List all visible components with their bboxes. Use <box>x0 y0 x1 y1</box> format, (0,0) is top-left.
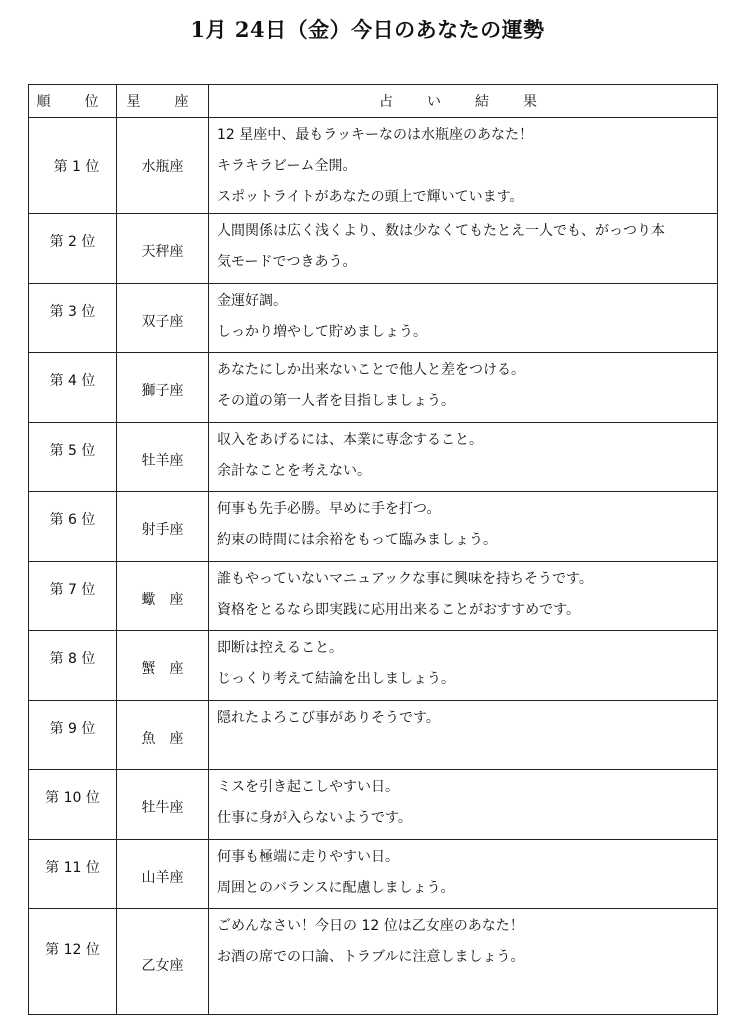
sign-cell: 水瓶座 <box>117 118 209 214</box>
result-line: 資格をとるなら即実践に応用出来ることがおすすめです。 <box>217 601 581 618</box>
result-line: 金運好調。 <box>217 292 287 309</box>
table-row <box>29 353 718 423</box>
table-row <box>29 700 718 770</box>
rank-cell: 第 6 位 <box>29 492 117 562</box>
result-cell <box>209 214 718 284</box>
result-cell <box>209 909 718 1015</box>
result-line: 即断は控えること。 <box>217 640 343 656</box>
result-line: 隠れたよろこび事がありそうです。 <box>217 709 440 726</box>
result-line: 気モードでつきあう。 <box>217 254 357 270</box>
table-row <box>29 839 718 909</box>
result-cell <box>209 283 718 353</box>
sign-cell: 乙女座 <box>117 909 209 1015</box>
table-header-row <box>29 85 718 118</box>
sign-cell: 射手座 <box>117 492 209 562</box>
sign-cell: 双子座 <box>117 283 209 353</box>
result-cell <box>209 492 718 562</box>
result-line: 何事も先手必勝。早めに手を打つ。 <box>217 501 441 517</box>
result-line: 約束の時間には余裕をもって臨みましょう。 <box>217 532 497 548</box>
column-header-sign: 星 座 <box>117 85 209 118</box>
column-header-result: 占 い 結 果 <box>209 85 718 118</box>
table-row <box>29 422 718 492</box>
result-cell <box>209 631 718 701</box>
result-cell <box>209 118 718 214</box>
rank-cell: 第 8 位 <box>29 631 117 701</box>
table-row <box>29 770 718 840</box>
column-header-rank: 順 位 <box>29 85 117 118</box>
sign-cell: 天秤座 <box>117 214 209 284</box>
result-cell <box>209 353 718 423</box>
sign-cell: 牡牛座 <box>117 770 209 840</box>
result-line: 12 星座中、最もラッキーなのは水瓶座のあなた！ <box>217 127 533 143</box>
rank-cell: 第 1 位 <box>29 118 117 214</box>
result-cell <box>209 839 718 909</box>
sign-cell: 山羊座 <box>117 839 209 909</box>
result-line: 仕事に身が入らないようです。 <box>217 810 412 826</box>
page-title: 1月 24日（金）今日のあなたの運勢 <box>190 17 545 42</box>
result-line: お酒の席での口論、トラブルに注意しましょう。 <box>217 949 525 965</box>
rank-cell: 第 5 位 <box>29 422 117 492</box>
result-cell <box>209 770 718 840</box>
table-row <box>29 631 718 701</box>
result-line: ミスを引き起こしやすい日。 <box>217 779 399 795</box>
sign-cell: 牡羊座 <box>117 422 209 492</box>
table-row <box>29 214 718 284</box>
rank-cell: 第 3 位 <box>29 283 117 353</box>
result-line: 人間関係は広く浅くより、数は少なくてもたとえ一人でも、がっつり本 <box>217 223 665 239</box>
result-cell <box>209 561 718 631</box>
result-line: しっかり増やして貯めましょう。 <box>217 323 427 340</box>
sign-cell: 蠍 座 <box>117 561 209 631</box>
result-line: その道の第一人者を目指しましょう。 <box>217 393 455 409</box>
result-line: 誰もやっていないマニュアックな事に興味を持ちそうです。 <box>217 570 593 587</box>
table-row <box>29 909 718 1015</box>
result-line: 余計なことを考えない。 <box>217 462 371 479</box>
fortune-table <box>28 84 718 1015</box>
table-row <box>29 118 718 214</box>
result-line: じっくり考えて結論を出しましょう。 <box>217 671 455 687</box>
rank-cell: 第 7 位 <box>29 561 117 631</box>
result-line: 収入をあげるには、本業に専念すること。 <box>217 431 483 448</box>
table-row <box>29 492 718 562</box>
result-cell <box>209 700 718 770</box>
sign-cell: 蟹 座 <box>117 631 209 701</box>
result-line: ごめんなさい！今日の 12 位は乙女座のあなた！ <box>217 918 524 934</box>
sign-cell: 獅子座 <box>117 353 209 423</box>
result-line: 周囲とのバランスに配慮しましょう。 <box>217 879 455 896</box>
sign-cell: 魚 座 <box>117 700 209 770</box>
table-row <box>29 561 718 631</box>
table-row <box>29 283 718 353</box>
result-line: 何事も極端に走りやすい日。 <box>217 848 399 865</box>
rank-cell: 第 9 位 <box>29 700 117 770</box>
result-line: キラキラビーム全開。 <box>217 158 357 174</box>
rank-cell: 第 4 位 <box>29 353 117 423</box>
result-line: スポットライトがあなたの頭上で輝いています。 <box>217 189 524 205</box>
rank-cell: 第 2 位 <box>29 214 117 284</box>
result-cell <box>209 422 718 492</box>
result-line: あなたにしか出来ないことで他人と差をつける。 <box>217 362 525 378</box>
rank-cell: 第 11 位 <box>29 839 117 909</box>
rank-cell: 第 12 位 <box>29 909 117 1015</box>
rank-cell: 第 10 位 <box>29 770 117 840</box>
